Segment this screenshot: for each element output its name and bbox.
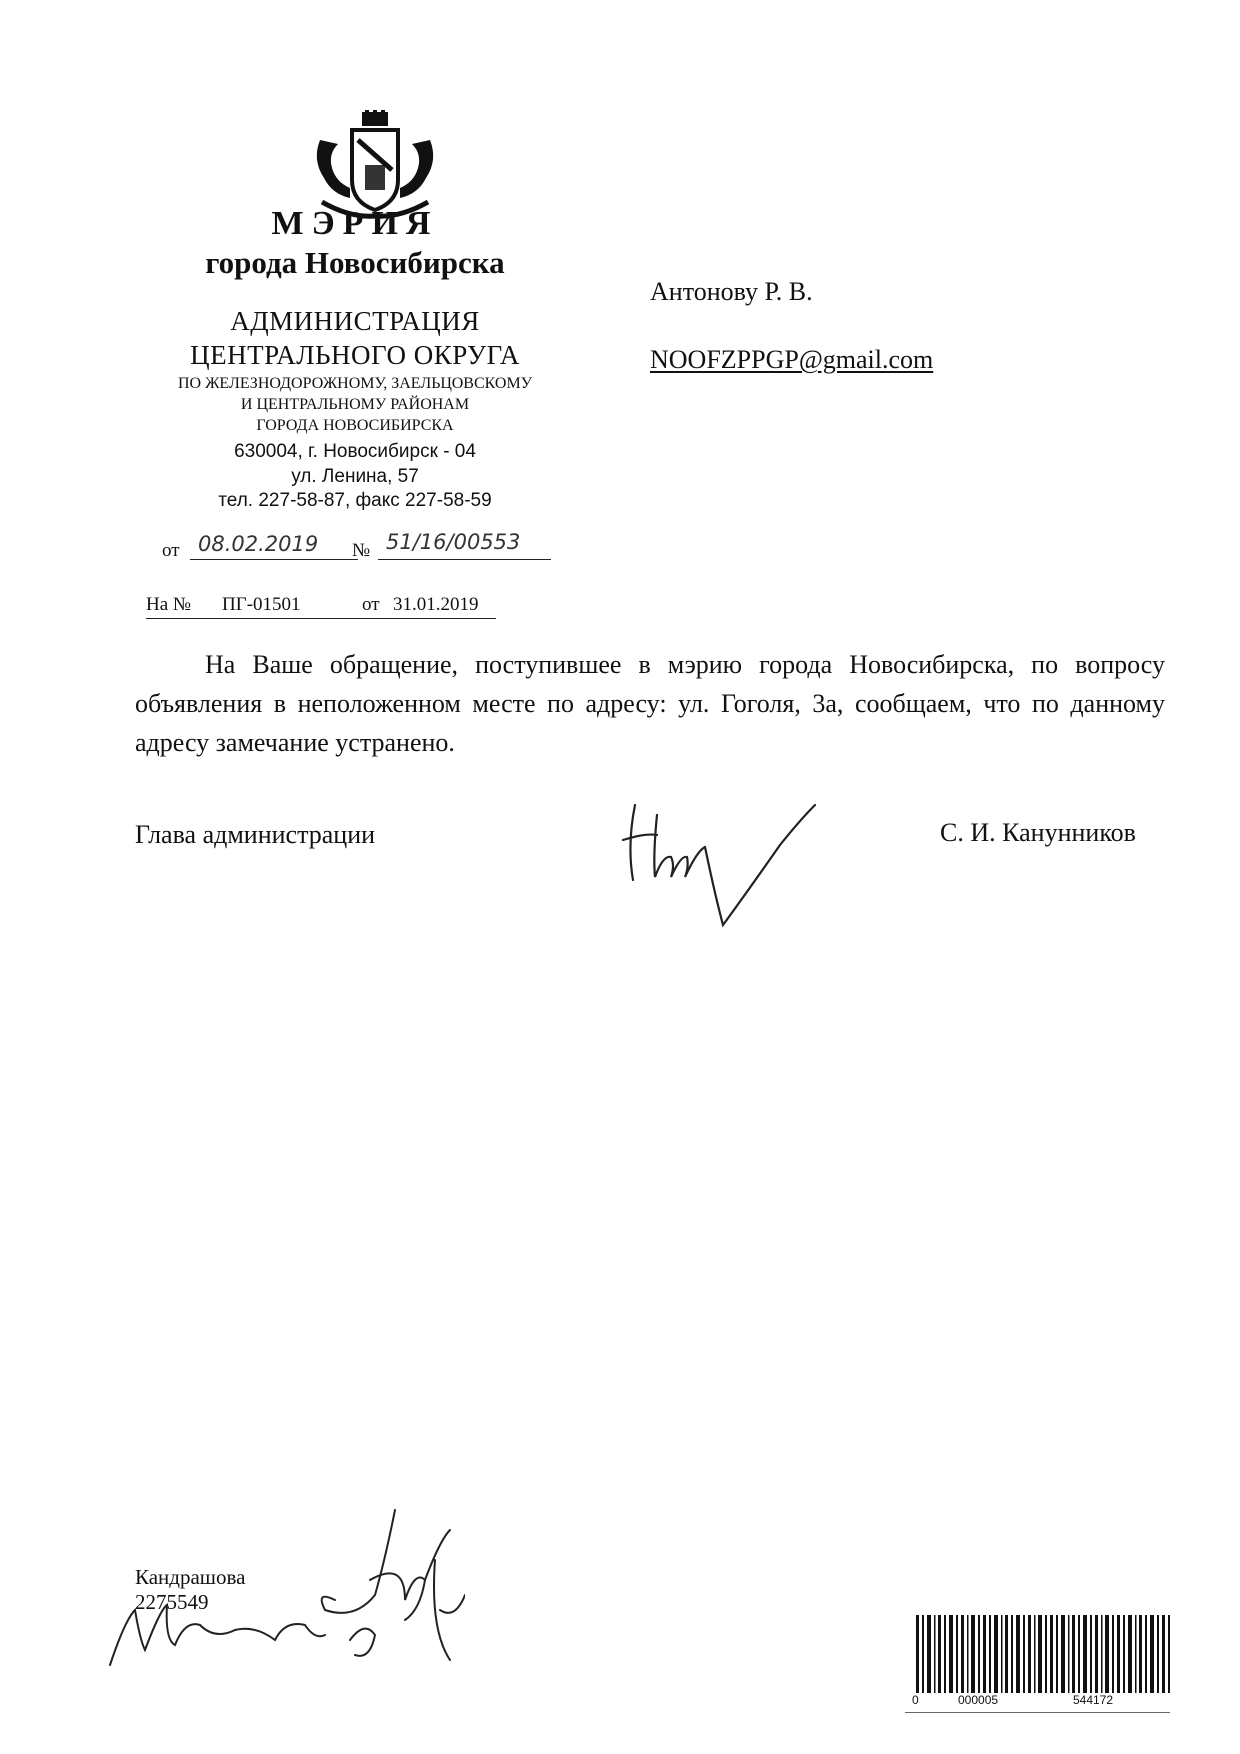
signatory-position: Глава администрации <box>135 820 376 849</box>
barcode-digit-prefix: 0 <box>912 1693 919 1707</box>
recipient-email: NOOFZPPGP@gmail.com <box>650 345 934 374</box>
response-date: 31.01.2019 <box>393 594 479 615</box>
letterhead-admin-line-4: И ЦЕНТРАЛЬНОМУ РАЙОНАМ <box>240 396 470 413</box>
barcode-digits-right: 544172 <box>1073 1693 1114 1707</box>
executor-name: Кандрашова <box>135 1565 246 1589</box>
executor-phone: 2275549 <box>135 1590 209 1614</box>
letterhead-admin-line-3: ПО ЖЕЛЕЗНОДОРОЖНОМУ, ЗАЕЛЬЦОВСКОМУ <box>177 375 533 392</box>
handwritten-signature <box>605 785 820 935</box>
signatory-name: С. И. Канунников <box>940 818 1136 847</box>
barcode-digits-middle: 000005 <box>958 1693 999 1707</box>
response-number: ПГ-01501 <box>222 594 301 615</box>
letterhead-admin-line-5: ГОРОДА НОВОСИБИРСКА <box>256 417 454 434</box>
ref-from-date-handwritten: 08.02.2019 <box>190 532 358 560</box>
letterhead-address-phone: тел. 227-58-87, факс 227-58-59 <box>218 490 492 511</box>
response-date-label: от <box>362 594 380 615</box>
letterhead-address-street: ул. Ленина, 57 <box>291 466 419 487</box>
letter-body: На Ваше обращение, поступившее в мэрию города Новосибирска, по вопросу объявления в неположенном месте по адресу: ул. Гоголя, 3а, сообщаем, что по данному адресу замечание устранено. <box>135 650 1165 757</box>
letterhead-admin-line-2: ЦЕНТРАЛЬНОГО ОКРУГА <box>190 340 520 370</box>
letterhead-admin-line-1: АДМИНИСТРАЦИЯ <box>230 306 480 336</box>
ref-number-handwritten: 51/16/00553 <box>378 530 551 560</box>
ref-number-label: № <box>352 540 371 561</box>
barcode <box>912 1615 1174 1707</box>
recipient-name: Антонову Р. В. <box>650 277 813 306</box>
letterhead-title-city: города Новосибирска <box>205 245 505 280</box>
bottom-rule <box>905 1712 1170 1713</box>
letterhead-title-mayoralty: МЭРИЯ <box>271 205 439 242</box>
letterhead-address-postal: 630004, г. Новосибирск - 04 <box>234 441 476 462</box>
response-number-label: На № <box>146 594 192 615</box>
ref-from-label: от <box>162 540 180 561</box>
